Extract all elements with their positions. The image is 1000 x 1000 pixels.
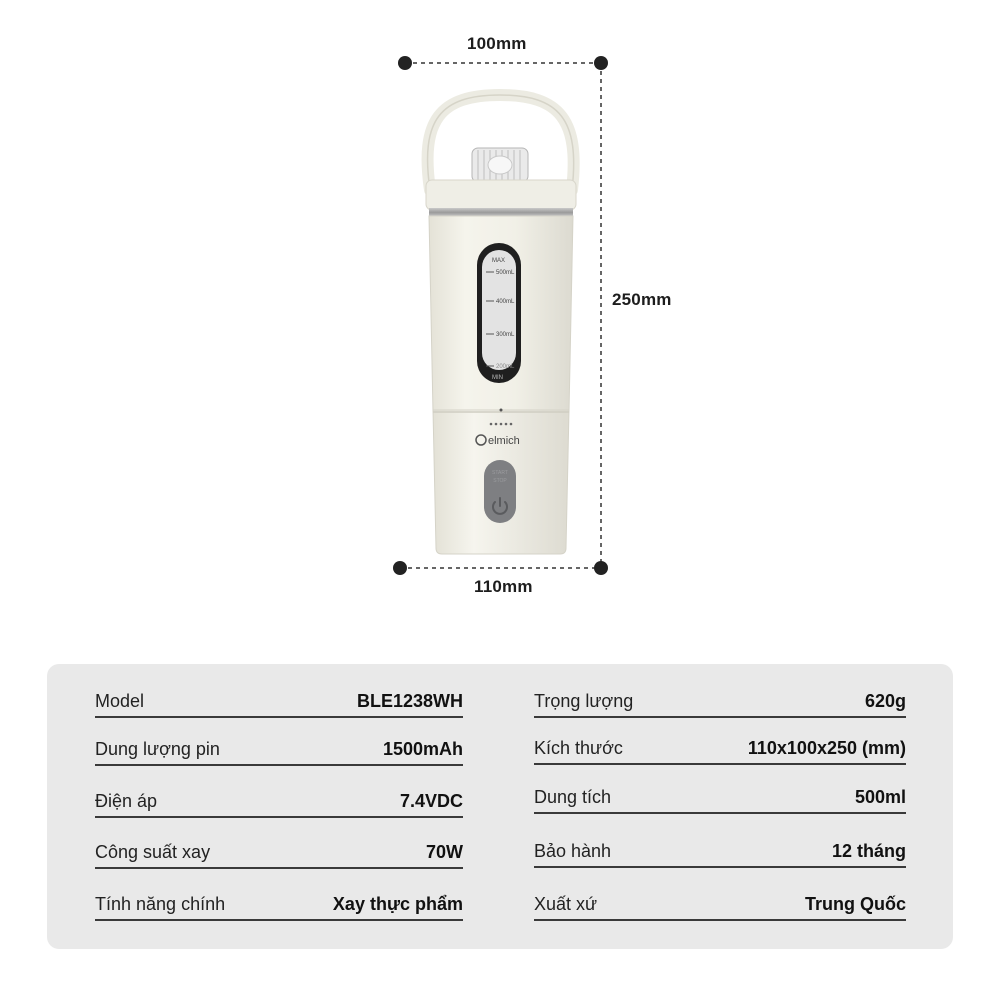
scale-500: 500mL <box>496 270 515 276</box>
spec-label: Trọng lượng <box>534 691 634 711</box>
scale-300: 300mL <box>496 332 515 338</box>
button-text-stop: STOP <box>493 478 507 484</box>
svg-text:elmich: elmich <box>488 435 520 447</box>
spec-row-model <box>95 686 463 718</box>
scale-min: MIN <box>492 375 503 381</box>
spec-row-feature <box>95 889 463 921</box>
spec-row-battery <box>95 734 463 766</box>
spec-label: Dung lượng pin <box>95 739 220 759</box>
spec-label: Xuất xứ <box>534 894 598 914</box>
lid <box>426 180 576 210</box>
height-label: 250mm <box>612 290 672 309</box>
spec-label: Công suất xay <box>95 842 211 862</box>
spec-label: Model <box>95 691 145 711</box>
spec-value: 500ml <box>854 787 906 807</box>
spec-label: Điện áp <box>95 791 158 811</box>
spec-value: 1500mAh <box>382 739 463 759</box>
spec-row-origin <box>534 889 906 921</box>
spec-label: Tính năng chính <box>95 894 226 914</box>
spec-value: 110x100x250 (mm) <box>747 738 906 758</box>
button-text-start: START <box>492 470 508 476</box>
spec-label: Dung tích <box>534 787 612 807</box>
spec-value: 12 tháng <box>831 841 906 861</box>
spec-row-weight <box>534 686 906 718</box>
spec-value: 7.4VDC <box>399 791 463 811</box>
scale-400: 400mL <box>496 299 515 305</box>
spec-value: Xay thực phẩm <box>332 894 463 914</box>
spec-label: Kích thước <box>534 738 623 758</box>
top-width-label: 100mm <box>467 34 527 53</box>
spec-value: BLE1238WH <box>356 691 463 711</box>
spec-label: Bảo hành <box>534 841 612 861</box>
spec-row-power <box>95 837 463 869</box>
spec-row-capacity <box>534 782 906 814</box>
spec-row-size <box>534 733 906 765</box>
spec-value: 620g <box>864 691 906 711</box>
bottom-width-label: 110mm <box>474 577 533 596</box>
spec-row-voltage <box>95 786 463 818</box>
scale-max: MAX <box>492 258 506 264</box>
spec-value: Trung Quốc <box>805 894 906 914</box>
spec-row-warranty <box>534 836 906 868</box>
scale-200: 200mL <box>496 364 515 370</box>
specs-panel <box>47 664 953 949</box>
spec-value: 70W <box>425 842 463 862</box>
